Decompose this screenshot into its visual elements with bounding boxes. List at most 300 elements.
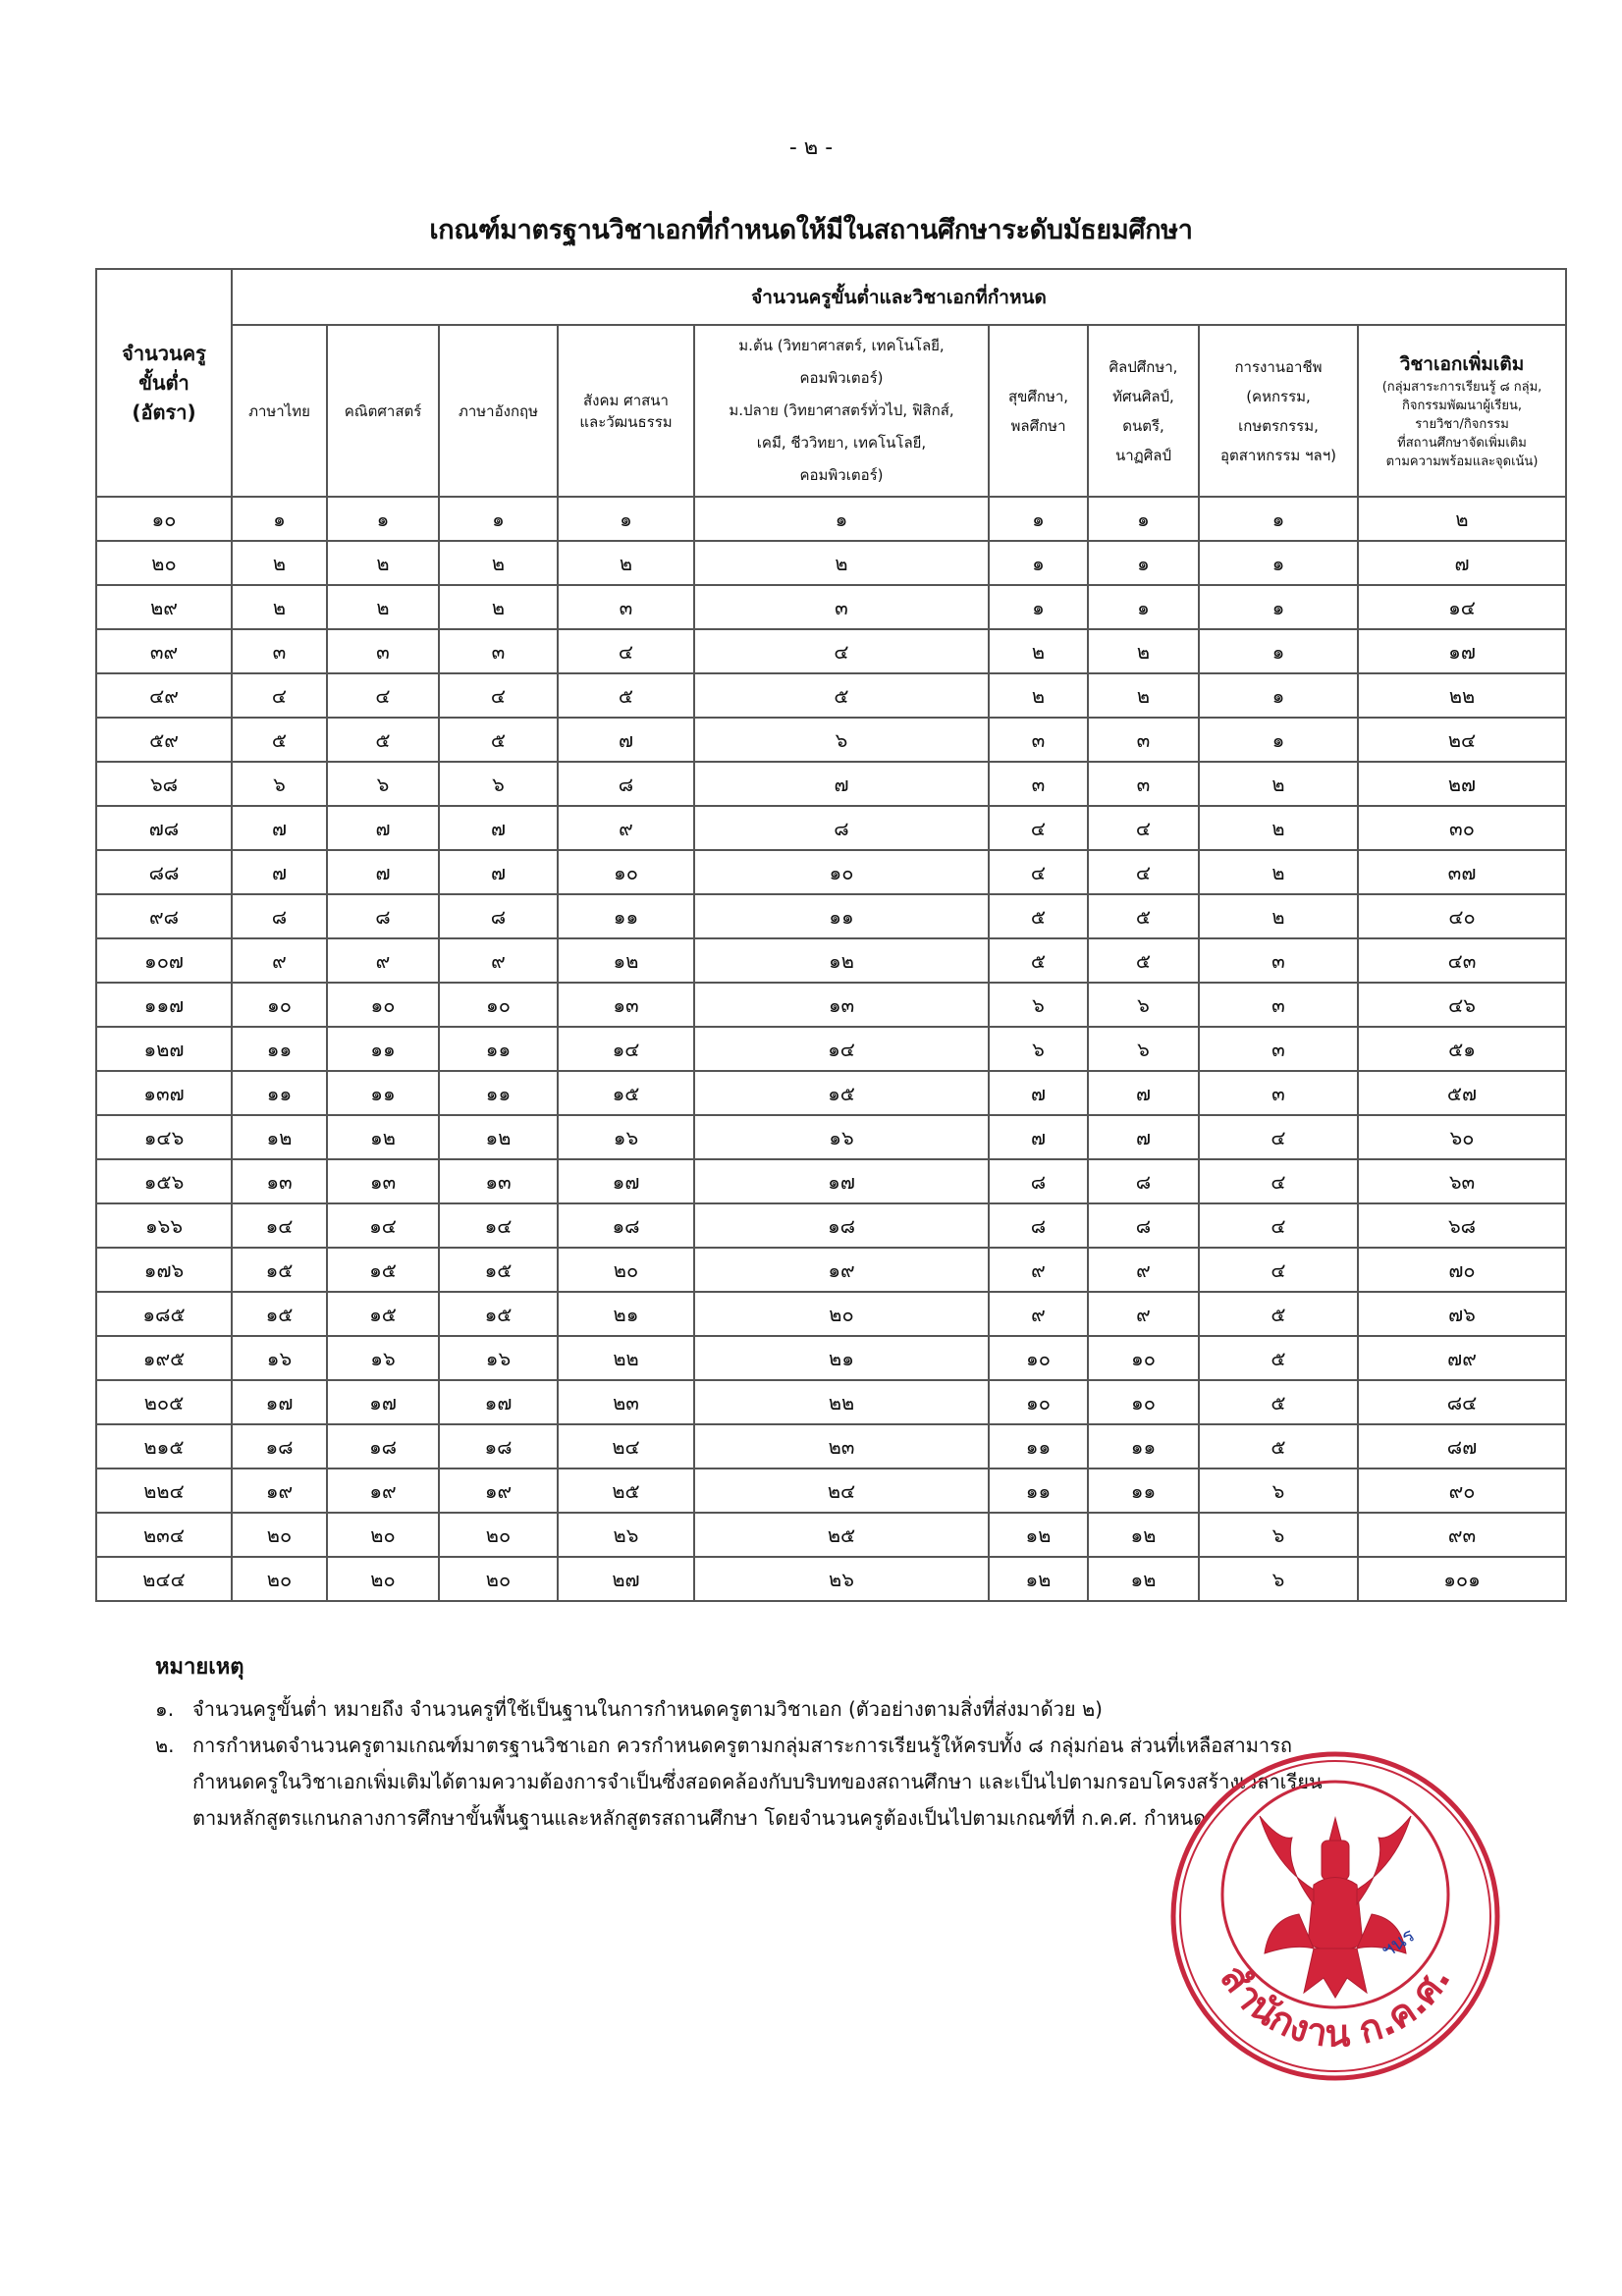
cell-math: ๒๐: [327, 1557, 439, 1601]
table-row: [96, 762, 1566, 806]
cell-science: ๒๐: [694, 1292, 989, 1336]
cell-science: ๕: [694, 673, 989, 718]
cell-social: ๒๓: [558, 1380, 694, 1424]
header-line: สุขศึกษา,: [1007, 387, 1069, 405]
cell-career: ๖: [1199, 1557, 1358, 1601]
cell-arts: ๕: [1088, 894, 1199, 938]
note-text: จำนวนครูขั้นต่ำ หมายถึง จำนวนครูที่ใช้เป็นฐานในการกำหนดครูตามวิชาเอก (ตัวอย่างตามสิ่งที่ส่งมาด้วย ๒): [192, 1697, 1103, 1721]
criteria-table: [95, 268, 1567, 1602]
cell-english: ๑๙: [439, 1468, 558, 1513]
header-extra-title: วิชาเอกเพิ่มเติม: [1399, 353, 1525, 375]
cell-arts: ๑๐: [1088, 1336, 1199, 1380]
table-row: [96, 938, 1566, 983]
cell-science: ๒๕: [694, 1513, 989, 1557]
cell-social: ๑๓: [558, 983, 694, 1027]
table-row: [96, 1115, 1566, 1159]
note-number: ๒.: [155, 1734, 175, 1757]
cell-health: ๘: [989, 1203, 1088, 1248]
cell-thai: ๑๓: [232, 1159, 327, 1203]
cell-career: ๓: [1199, 1071, 1358, 1115]
cell-health: ๗: [989, 1115, 1088, 1159]
cell-thai: ๖: [232, 762, 327, 806]
header-math: คณิตศาสตร์: [327, 325, 439, 497]
cell-extra-major: ๗: [1358, 541, 1566, 585]
cell-english: ๑๑: [439, 1071, 558, 1115]
cell-min-teachers: ๑๕๖: [96, 1159, 232, 1203]
header-line: ทัศนศิลป์,: [1112, 387, 1174, 405]
cell-english: ๑๑: [439, 1027, 558, 1071]
header-line: ม.ต้น (วิทยาศาสตร์, เทคโนโลยี,: [738, 337, 945, 354]
cell-min-teachers: ๑๘๕: [96, 1292, 232, 1336]
cell-arts: ๒: [1088, 629, 1199, 673]
cell-career: ๔: [1199, 1115, 1358, 1159]
cell-thai: ๘: [232, 894, 327, 938]
header-line: ศิลปศึกษา,: [1108, 357, 1178, 376]
cell-min-teachers: ๖๘: [96, 762, 232, 806]
cell-min-teachers: ๒๔๔: [96, 1557, 232, 1601]
header-line: สังคม ศาสนา: [583, 391, 669, 409]
header-english: ภาษาอังกฤษ: [439, 325, 558, 497]
cell-english: ๕: [439, 718, 558, 762]
header-group: จำนวนครูขั้นต่ำและวิชาเอกที่กำหนด: [232, 269, 1566, 325]
cell-social: ๑๔: [558, 1027, 694, 1071]
cell-science: ๒: [694, 541, 989, 585]
cell-thai: ๑๗: [232, 1380, 327, 1424]
cell-science: ๔: [694, 629, 989, 673]
cell-extra-major: ๘๔: [1358, 1380, 1566, 1424]
cell-math: ๗: [327, 850, 439, 894]
cell-career: ๓: [1199, 938, 1358, 983]
cell-math: ๕: [327, 718, 439, 762]
cell-arts: ๔: [1088, 806, 1199, 850]
page-number: - ๒ -: [788, 135, 834, 160]
cell-health: ๕: [989, 938, 1088, 983]
table-row: [96, 983, 1566, 1027]
table-row: [96, 673, 1566, 718]
cell-extra-major: ๔๓: [1358, 938, 1566, 983]
cell-arts: ๑๐: [1088, 1380, 1199, 1424]
cell-min-teachers: ๕๙: [96, 718, 232, 762]
cell-arts: ๖: [1088, 1027, 1199, 1071]
cell-health: ๑๒: [989, 1513, 1088, 1557]
cell-math: ๒: [327, 585, 439, 629]
cell-extra-major: ๒๒: [1358, 673, 1566, 718]
cell-career: ๕: [1199, 1336, 1358, 1380]
cell-social: ๑๗: [558, 1159, 694, 1203]
cell-social: ๒๗: [558, 1557, 694, 1601]
cell-arts: ๙: [1088, 1248, 1199, 1292]
header-line: คอมพิวเตอร์): [799, 369, 884, 387]
cell-min-teachers: ๑๓๗: [96, 1071, 232, 1115]
cell-arts: ๑: [1088, 541, 1199, 585]
cell-arts: ๗: [1088, 1115, 1199, 1159]
header-health: [989, 325, 1088, 497]
cell-thai: ๑๕: [232, 1248, 327, 1292]
cell-career: ๖: [1199, 1513, 1358, 1557]
cell-career: ๑: [1199, 585, 1358, 629]
cell-arts: ๑๑: [1088, 1424, 1199, 1468]
cell-social: ๒: [558, 541, 694, 585]
cell-health: ๙: [989, 1248, 1088, 1292]
cell-thai: ๒: [232, 541, 327, 585]
official-seal: [1166, 1747, 1505, 2086]
cell-math: ๓: [327, 629, 439, 673]
cell-math: ๑๐: [327, 983, 439, 1027]
cell-health: ๕: [989, 894, 1088, 938]
cell-arts: ๔: [1088, 850, 1199, 894]
cell-arts: ๙: [1088, 1292, 1199, 1336]
cell-min-teachers: ๒๓๔: [96, 1513, 232, 1557]
header-social: [558, 325, 694, 497]
cell-social: ๑๒: [558, 938, 694, 983]
cell-math: ๑๔: [327, 1203, 439, 1248]
cell-english: ๗: [439, 850, 558, 894]
cell-career: ๖: [1199, 1468, 1358, 1513]
table-row: [96, 541, 1566, 585]
cell-min-teachers: ๑๗๖: [96, 1248, 232, 1292]
cell-extra-major: ๙๐: [1358, 1468, 1566, 1513]
cell-science: ๒๖: [694, 1557, 989, 1601]
note-item: [155, 1691, 1569, 1728]
cell-english: ๙: [439, 938, 558, 983]
cell-thai: ๑๕: [232, 1292, 327, 1336]
cell-arts: ๘: [1088, 1203, 1199, 1248]
cell-english: ๑: [439, 497, 558, 541]
cell-math: ๙: [327, 938, 439, 983]
cell-extra-major: ๖๘: [1358, 1203, 1566, 1248]
cell-min-teachers: ๒๙: [96, 585, 232, 629]
table-row: [96, 585, 1566, 629]
cell-extra-major: ๒: [1358, 497, 1566, 541]
cell-english: ๑๕: [439, 1248, 558, 1292]
table-row: [96, 1071, 1566, 1115]
header-line: จำนวนครู: [122, 342, 206, 365]
cell-english: ๒: [439, 541, 558, 585]
cell-career: ๔: [1199, 1248, 1358, 1292]
document-title: เกณฑ์มาตรฐานวิชาเอกที่กำหนดให้มีในสถานศึกษาระดับมัธยมศึกษา: [429, 215, 1193, 245]
cell-arts: ๑๑: [1088, 1468, 1199, 1513]
cell-thai: ๙: [232, 938, 327, 983]
cell-thai: ๒๐: [232, 1513, 327, 1557]
cell-science: ๑๕: [694, 1071, 989, 1115]
cell-career: ๑: [1199, 718, 1358, 762]
cell-thai: ๑๔: [232, 1203, 327, 1248]
cell-health: ๙: [989, 1292, 1088, 1336]
cell-arts: ๗: [1088, 1071, 1199, 1115]
cell-thai: ๗: [232, 850, 327, 894]
header-line: ตามความพร้อมและจุดเน้น): [1385, 454, 1539, 469]
header-line: (อัตรา): [132, 400, 196, 424]
table-row: [96, 1336, 1566, 1380]
cell-min-teachers: ๒๑๕: [96, 1424, 232, 1468]
cell-career: ๒: [1199, 850, 1358, 894]
cell-math: ๑๖: [327, 1336, 439, 1380]
cell-science: ๑๓: [694, 983, 989, 1027]
cell-math: ๑๗: [327, 1380, 439, 1424]
cell-min-teachers: ๒๐๕: [96, 1380, 232, 1424]
cell-extra-major: ๔๐: [1358, 894, 1566, 938]
cell-social: ๔: [558, 629, 694, 673]
cell-health: ๘: [989, 1159, 1088, 1203]
cell-english: ๑๐: [439, 983, 558, 1027]
cell-extra-major: ๑๗: [1358, 629, 1566, 673]
cell-social: ๑๑: [558, 894, 694, 938]
cell-health: ๑: [989, 497, 1088, 541]
cell-thai: ๑: [232, 497, 327, 541]
header-thai: ภาษาไทย: [232, 325, 327, 497]
cell-science: ๑๑: [694, 894, 989, 938]
header-line: คอมพิวเตอร์): [799, 466, 884, 484]
cell-english: ๘: [439, 894, 558, 938]
cell-min-teachers: ๑๙๕: [96, 1336, 232, 1380]
cell-math: ๘: [327, 894, 439, 938]
cell-english: ๒: [439, 585, 558, 629]
cell-science: ๒๔: [694, 1468, 989, 1513]
cell-math: ๑๘: [327, 1424, 439, 1468]
cell-career: ๓: [1199, 983, 1358, 1027]
cell-english: ๑๕: [439, 1292, 558, 1336]
header-line: ที่สถานศึกษาจัดเพิ่มเติม: [1397, 436, 1527, 451]
table-row: [96, 497, 1566, 541]
cell-health: ๒: [989, 629, 1088, 673]
cell-career: ๓: [1199, 1027, 1358, 1071]
cell-thai: ๒: [232, 585, 327, 629]
cell-english: ๒๐: [439, 1513, 558, 1557]
cell-science: ๑๙: [694, 1248, 989, 1292]
cell-english: ๑๓: [439, 1159, 558, 1203]
cell-math: ๔: [327, 673, 439, 718]
cell-min-teachers: ๒๒๔: [96, 1468, 232, 1513]
cell-science: ๒๒: [694, 1380, 989, 1424]
cell-thai: ๑๑: [232, 1027, 327, 1071]
cell-health: ๑๐: [989, 1380, 1088, 1424]
header-line: พลศึกษา: [1010, 416, 1066, 435]
cell-english: ๑๖: [439, 1336, 558, 1380]
cell-social: ๑๐: [558, 850, 694, 894]
seal-initials: ฯนร: [1377, 1922, 1420, 1963]
cell-english: ๑๘: [439, 1424, 558, 1468]
cell-science: ๑๗: [694, 1159, 989, 1203]
header-line: ขั้นต่ำ: [138, 371, 189, 395]
cell-extra-major: ๑๐๑: [1358, 1557, 1566, 1601]
header-line: เกษตรกรรม,: [1238, 416, 1319, 435]
table-row: [96, 1292, 1566, 1336]
cell-arts: ๘: [1088, 1159, 1199, 1203]
cell-math: ๑๓: [327, 1159, 439, 1203]
cell-english: ๓: [439, 629, 558, 673]
cell-social: ๒๔: [558, 1424, 694, 1468]
cell-english: ๑๒: [439, 1115, 558, 1159]
table-row: [96, 1203, 1566, 1248]
table-row: [96, 850, 1566, 894]
cell-extra-major: ๑๔: [1358, 585, 1566, 629]
table-row: [96, 718, 1566, 762]
cell-arts: ๑๒: [1088, 1513, 1199, 1557]
cell-social: ๗: [558, 718, 694, 762]
cell-min-teachers: ๑๔๖: [96, 1115, 232, 1159]
cell-min-teachers: ๓๙: [96, 629, 232, 673]
cell-social: ๑๖: [558, 1115, 694, 1159]
cell-extra-major: ๕๗: [1358, 1071, 1566, 1115]
cell-english: ๒๐: [439, 1557, 558, 1601]
table-row: [96, 1380, 1566, 1424]
cell-career: ๒: [1199, 894, 1358, 938]
table-row: [96, 1468, 1566, 1513]
cell-social: ๒๐: [558, 1248, 694, 1292]
cell-science: ๑๒: [694, 938, 989, 983]
header-min-teachers: [96, 269, 232, 497]
cell-math: ๖: [327, 762, 439, 806]
cell-min-teachers: ๑๑๗: [96, 983, 232, 1027]
cell-extra-major: ๘๗: [1358, 1424, 1566, 1468]
cell-english: ๖: [439, 762, 558, 806]
header-line: นาฏศิลป์: [1115, 446, 1171, 464]
cell-min-teachers: ๑๒๗: [96, 1027, 232, 1071]
cell-science: ๑๔: [694, 1027, 989, 1071]
cell-career: ๕: [1199, 1424, 1358, 1468]
cell-arts: ๒: [1088, 673, 1199, 718]
table-row: [96, 894, 1566, 938]
cell-thai: ๒๐: [232, 1557, 327, 1601]
cell-social: ๒๒: [558, 1336, 694, 1380]
cell-extra-major: ๓๐: [1358, 806, 1566, 850]
cell-min-teachers: ๙๘: [96, 894, 232, 938]
cell-health: ๒: [989, 673, 1088, 718]
cell-career: ๔: [1199, 1159, 1358, 1203]
table-body: [96, 497, 1566, 1601]
cell-science: ๓: [694, 585, 989, 629]
header-arts: [1088, 325, 1199, 497]
cell-english: ๑๗: [439, 1380, 558, 1424]
cell-extra-major: ๓๗: [1358, 850, 1566, 894]
cell-career: ๑: [1199, 541, 1358, 585]
cell-thai: ๑๒: [232, 1115, 327, 1159]
cell-extra-major: ๙๓: [1358, 1513, 1566, 1557]
cell-science: ๗: [694, 762, 989, 806]
cell-health: ๔: [989, 806, 1088, 850]
cell-min-teachers: ๗๘: [96, 806, 232, 850]
cell-health: ๔: [989, 850, 1088, 894]
cell-social: ๑๕: [558, 1071, 694, 1115]
cell-social: ๒๑: [558, 1292, 694, 1336]
cell-science: ๒๓: [694, 1424, 989, 1468]
cell-extra-major: ๖๐: [1358, 1115, 1566, 1159]
cell-english: ๔: [439, 673, 558, 718]
cell-min-teachers: ๒๐: [96, 541, 232, 585]
cell-career: ๒: [1199, 762, 1358, 806]
header-career: [1199, 325, 1358, 497]
cell-extra-major: ๗๖: [1358, 1292, 1566, 1336]
cell-career: ๕: [1199, 1380, 1358, 1424]
cell-social: ๕: [558, 673, 694, 718]
cell-arts: ๖: [1088, 983, 1199, 1027]
cell-arts: ๑: [1088, 585, 1199, 629]
cell-english: ๑๔: [439, 1203, 558, 1248]
cell-health: ๑๑: [989, 1468, 1088, 1513]
cell-health: ๑: [989, 585, 1088, 629]
cell-thai: ๑๐: [232, 983, 327, 1027]
note-number: ๑.: [155, 1697, 175, 1721]
cell-thai: ๕: [232, 718, 327, 762]
seal-text-path: สำนักงาน ก.ค.ศ.: [1212, 1956, 1459, 2056]
header-line: การงานอาชีพ: [1234, 357, 1323, 376]
cell-health: ๓: [989, 718, 1088, 762]
cell-science: ๖: [694, 718, 989, 762]
table-row: [96, 1513, 1566, 1557]
cell-science: ๑๐: [694, 850, 989, 894]
table-row: [96, 806, 1566, 850]
cell-social: ๒๖: [558, 1513, 694, 1557]
cell-career: ๑: [1199, 497, 1358, 541]
cell-social: ๘: [558, 762, 694, 806]
cell-health: ๑: [989, 541, 1088, 585]
cell-math: ๑๒: [327, 1115, 439, 1159]
cell-extra-major: ๒๗: [1358, 762, 1566, 806]
cell-math: ๒๐: [327, 1513, 439, 1557]
cell-thai: ๑๖: [232, 1336, 327, 1380]
cell-career: ๑: [1199, 673, 1358, 718]
garuda-emblem-icon: [1260, 1816, 1411, 1998]
cell-career: ๑: [1199, 629, 1358, 673]
cell-health: ๖: [989, 1027, 1088, 1071]
cell-social: ๙: [558, 806, 694, 850]
cell-health: ๓: [989, 762, 1088, 806]
cell-thai: ๓: [232, 629, 327, 673]
cell-math: ๑๕: [327, 1292, 439, 1336]
header-line: เคมี, ชีววิทยา, เทคโนโลยี,: [756, 434, 927, 452]
cell-math: ๑๑: [327, 1027, 439, 1071]
cell-arts: ๓: [1088, 718, 1199, 762]
cell-social: ๓: [558, 585, 694, 629]
cell-min-teachers: ๘๘: [96, 850, 232, 894]
cell-arts: ๕: [1088, 938, 1199, 983]
header-line: และวัฒนธรรม: [579, 412, 673, 431]
cell-health: ๖: [989, 983, 1088, 1027]
cell-english: ๗: [439, 806, 558, 850]
header-line: รายวิชา/กิจกรรม: [1415, 417, 1509, 432]
cell-min-teachers: ๑๐๗: [96, 938, 232, 983]
table-row: [96, 1159, 1566, 1203]
cell-extra-major: ๒๔: [1358, 718, 1566, 762]
table-row: [96, 1424, 1566, 1468]
cell-math: ๑๙: [327, 1468, 439, 1513]
cell-math: ๑๑: [327, 1071, 439, 1115]
header-science: [694, 325, 989, 497]
header-line: (กลุ่มสาระการเรียนรู้ ๘ กลุ่ม,: [1381, 380, 1542, 395]
cell-min-teachers: ๔๙: [96, 673, 232, 718]
header-extra-major: [1358, 325, 1566, 497]
cell-extra-major: ๔๖: [1358, 983, 1566, 1027]
table-row: [96, 629, 1566, 673]
cell-science: ๑๘: [694, 1203, 989, 1248]
cell-math: ๑๕: [327, 1248, 439, 1292]
cell-math: ๒: [327, 541, 439, 585]
cell-min-teachers: ๑๐: [96, 497, 232, 541]
cell-math: ๑: [327, 497, 439, 541]
cell-thai: ๑๙: [232, 1468, 327, 1513]
cell-science: ๒๑: [694, 1336, 989, 1380]
cell-health: ๗: [989, 1071, 1088, 1115]
cell-thai: ๔: [232, 673, 327, 718]
table-row: [96, 1027, 1566, 1071]
cell-science: ๑: [694, 497, 989, 541]
cell-social: ๒๕: [558, 1468, 694, 1513]
cell-extra-major: ๖๓: [1358, 1159, 1566, 1203]
cell-math: ๗: [327, 806, 439, 850]
cell-career: ๕: [1199, 1292, 1358, 1336]
cell-thai: ๗: [232, 806, 327, 850]
cell-social: ๑๘: [558, 1203, 694, 1248]
